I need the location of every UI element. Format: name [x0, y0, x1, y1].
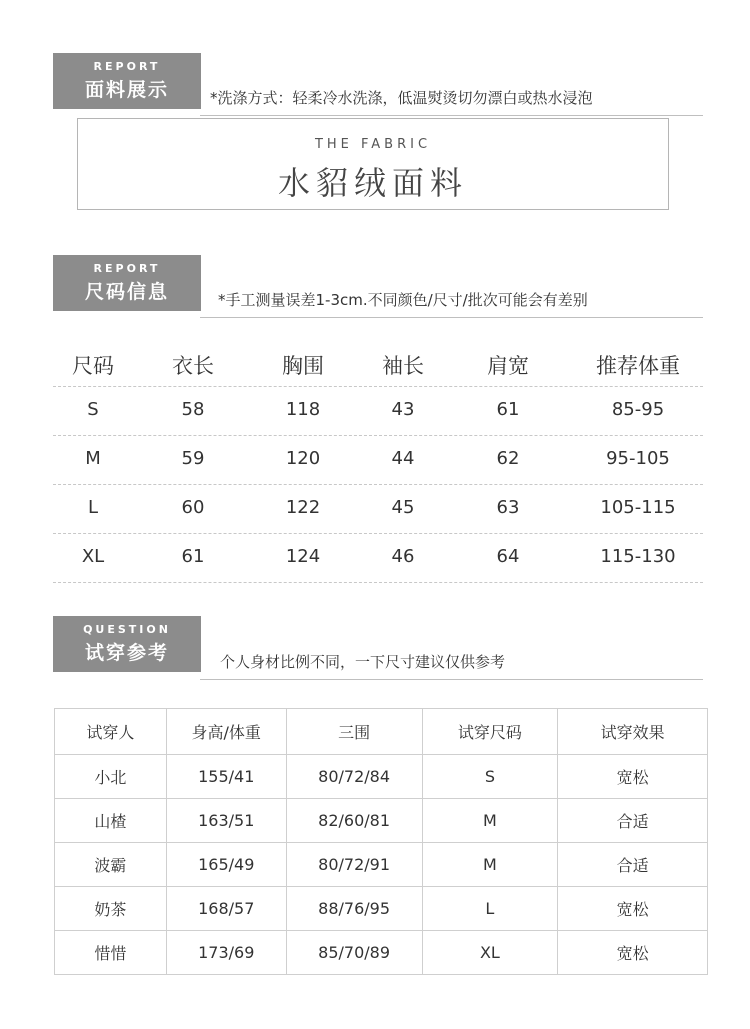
cell: 124	[285, 546, 321, 567]
cell: 奶茶	[55, 887, 167, 931]
cell: 山楂	[55, 799, 167, 843]
badge-zh-label: 试穿参考	[84, 642, 169, 664]
cell: 95-105	[606, 448, 670, 469]
tryon-section-badge	[53, 616, 201, 672]
cell: 44	[391, 448, 415, 469]
divider-line	[200, 317, 703, 318]
badge-zh-label: 尺码信息	[84, 281, 169, 303]
fabric-section-badge	[53, 53, 201, 109]
cell: 155/41	[166, 755, 286, 799]
cell: 宽松	[558, 755, 708, 799]
table-row	[55, 755, 708, 799]
cell: 120	[285, 448, 321, 469]
cell: 61	[181, 546, 205, 567]
washing-note: *洗涤方式：轻柔冷水洗涤，低温熨烫切勿漂白或热水浸泡	[210, 89, 593, 107]
table-row	[53, 534, 703, 583]
header-cell: 试穿人	[55, 709, 167, 755]
cell: S	[87, 399, 99, 420]
cell: 波霸	[55, 843, 167, 887]
cell: 118	[285, 399, 321, 420]
cell: 60	[181, 497, 205, 518]
header-cell: 尺码	[72, 354, 114, 378]
cell: 58	[181, 399, 205, 420]
header-cell: 推荐体重	[596, 354, 680, 378]
table-row	[55, 799, 708, 843]
cell: 115-130	[600, 546, 676, 567]
badge-en-label: REPORT	[93, 262, 161, 275]
cell: L	[87, 497, 99, 518]
cell: 80/72/84	[286, 755, 422, 799]
fabric-zh-title: 水貂绒面料	[277, 164, 468, 202]
cell: 62	[496, 448, 520, 469]
cell: 82/60/81	[286, 799, 422, 843]
cell: 85/70/89	[286, 931, 422, 975]
header-cell: 胸围	[282, 354, 324, 378]
cell: 合适	[558, 799, 708, 843]
cell: S	[422, 755, 558, 799]
table-row	[53, 436, 703, 485]
cell: M	[422, 799, 558, 843]
badge-en-label: QUESTION	[83, 623, 171, 636]
badge-zh-label: 面料展示	[84, 79, 169, 101]
cell: 46	[391, 546, 415, 567]
cell: 88/76/95	[286, 887, 422, 931]
tryon-note: 个人身材比例不同，一下尺寸建议仅供参考	[220, 653, 506, 671]
tryon-table	[54, 708, 708, 975]
header-cell: 衣长	[172, 354, 214, 378]
header-cell: 身高/体重	[166, 709, 286, 755]
table-row	[55, 931, 708, 975]
cell: 小北	[55, 755, 167, 799]
cell: 80/72/91	[286, 843, 422, 887]
cell: 63	[496, 497, 520, 518]
size-table-header	[53, 340, 703, 387]
cell: 105-115	[600, 497, 676, 518]
cell: M	[422, 843, 558, 887]
cell: 165/49	[166, 843, 286, 887]
cell: 59	[181, 448, 205, 469]
cell: XL	[81, 546, 105, 567]
cell: 43	[391, 399, 415, 420]
badge-en-label: REPORT	[93, 60, 161, 73]
cell: 85-95	[611, 399, 665, 420]
fabric-en-title: THE FABRIC	[314, 137, 432, 152]
cell: 宽松	[558, 887, 708, 931]
cell: 168/57	[166, 887, 286, 931]
cell: L	[422, 887, 558, 931]
header-cell: 试穿效果	[558, 709, 708, 755]
cell: 宽松	[558, 931, 708, 975]
table-row	[53, 485, 703, 534]
tryon-table-header	[55, 709, 708, 755]
cell: 64	[496, 546, 520, 567]
size-table	[53, 340, 703, 583]
cell: 163/51	[166, 799, 286, 843]
cell: 173/69	[166, 931, 286, 975]
table-row	[55, 887, 708, 931]
cell: 惜惜	[55, 931, 167, 975]
cell: 合适	[558, 843, 708, 887]
cell: 122	[285, 497, 321, 518]
size-section-badge	[53, 255, 201, 311]
cell: 61	[496, 399, 520, 420]
cell: XL	[422, 931, 558, 975]
table-row	[53, 387, 703, 436]
header-cell: 三围	[286, 709, 422, 755]
fabric-box	[77, 118, 669, 210]
cell: 45	[391, 497, 415, 518]
divider-line	[200, 115, 703, 116]
header-cell: 袖长	[382, 354, 424, 378]
divider-line	[200, 679, 703, 680]
header-cell: 试穿尺码	[422, 709, 558, 755]
header-cell: 肩宽	[487, 354, 529, 378]
measurement-note: *手工测量误差1-3cm.不同颜色/尺寸/批次可能会有差别	[218, 291, 588, 309]
table-row	[55, 843, 708, 887]
cell: M	[85, 448, 101, 469]
